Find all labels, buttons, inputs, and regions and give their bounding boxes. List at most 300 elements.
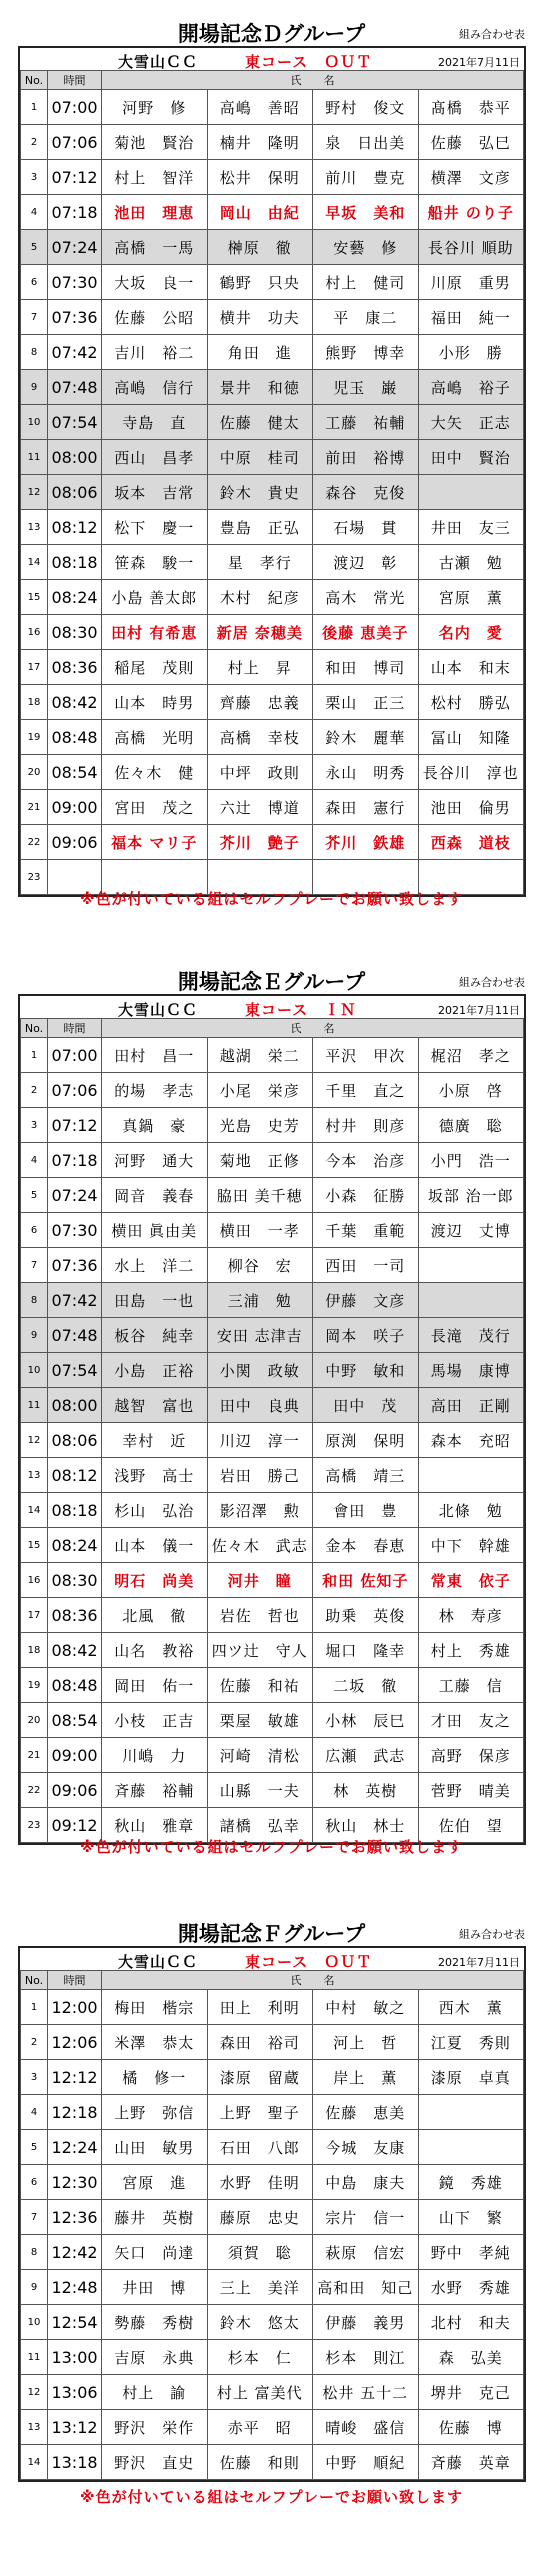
player-name: 岩佐 哲也 [207, 1598, 313, 1633]
player-name: 冨山 知隆 [418, 720, 524, 755]
player-name: 勢藤 秀樹 [102, 2305, 208, 2340]
row-number: 13 [21, 2410, 48, 2445]
player-name: 小枝 正吉 [102, 1703, 208, 1738]
sheet-header [0, 948, 543, 994]
table-row [21, 125, 524, 160]
table-row [21, 160, 524, 195]
player-name: 安田 志津吉 [207, 1318, 313, 1353]
table-row [21, 615, 524, 650]
player-name: 村上 智洋 [102, 160, 208, 195]
player-name: 才田 友之 [418, 1703, 524, 1738]
table-row [21, 2235, 524, 2270]
player-name: 德廣 聡 [418, 1108, 524, 1143]
player-name: 梶沼 孝之 [418, 1038, 524, 1073]
player-name: 中野 敏和 [313, 1353, 419, 1388]
tee-time: 08:54 [48, 755, 102, 790]
table-row [21, 300, 524, 335]
player-name: 柳谷 宏 [207, 1248, 313, 1283]
player-name: 小門 浩一 [418, 1143, 524, 1178]
row-number: 16 [21, 1563, 48, 1598]
table-row [21, 1668, 524, 1703]
row-number: 14 [21, 1493, 48, 1528]
player-name: 佐藤 公昭 [102, 300, 208, 335]
event-date: 2021年7月11日 [438, 1956, 520, 1969]
player-name: 池田 理恵 [102, 195, 208, 230]
tee-time: 07:00 [48, 90, 102, 125]
tee-time: 07:30 [48, 1213, 102, 1248]
table-header-row [21, 1971, 524, 1990]
player-name: 平 康二 [313, 300, 419, 335]
player-name: 林 寿彦 [418, 1598, 524, 1633]
player-name: 佐伯 望 [418, 1808, 524, 1843]
player-name: 今本 治彦 [313, 1143, 419, 1178]
tee-time: 12:12 [48, 2060, 102, 2095]
tee-time: 08:12 [48, 1458, 102, 1493]
header-no: No. [21, 1971, 48, 1990]
table-row [21, 2445, 524, 2480]
tee-time: 07:18 [48, 1143, 102, 1178]
row-number: 23 [21, 1808, 48, 1843]
player-name: 早坂 美和 [313, 195, 419, 230]
table-row [21, 2410, 524, 2445]
player-name: 長谷川 淳也 [418, 755, 524, 790]
pairing-table [20, 1970, 524, 2480]
player-name: 河井 瞳 [207, 1563, 313, 1598]
tee-time: 07:12 [48, 1108, 102, 1143]
player-name: 佐々木 武志 [207, 1528, 313, 1563]
row-number: 6 [21, 265, 48, 300]
row-number: 12 [21, 1423, 48, 1458]
player-name: 横田 一孝 [207, 1213, 313, 1248]
player-name: 野中 孝純 [418, 2235, 524, 2270]
row-number: 8 [21, 2235, 48, 2270]
player-name: 宮原 薫 [418, 580, 524, 615]
player-name: 榊原 徹 [207, 230, 313, 265]
player-name: 村上 諭 [102, 2375, 208, 2410]
table-row [21, 1213, 524, 1248]
tee-time: 07:12 [48, 160, 102, 195]
player-name: 村上 昇 [207, 650, 313, 685]
row-number: 18 [21, 1633, 48, 1668]
player-name: 大矢 正志 [418, 405, 524, 440]
player-name: 山下 繁 [418, 2200, 524, 2235]
group-title: 開場記念Ｅグループ [0, 966, 543, 996]
tee-time: 08:54 [48, 1703, 102, 1738]
table-header-row [21, 71, 524, 90]
player-name: 木村 紀彦 [207, 580, 313, 615]
player-name: 松下 慶一 [102, 510, 208, 545]
player-name: 河野 通大 [102, 1143, 208, 1178]
player-name: 幸村 近 [102, 1423, 208, 1458]
header-time: 時間 [48, 1019, 102, 1038]
table-header-row [21, 1019, 524, 1038]
tee-time: 08:30 [48, 1563, 102, 1598]
player-name: 明石 尚美 [102, 1563, 208, 1598]
player-name: 河崎 清松 [207, 1738, 313, 1773]
player-name: 斉藤 英章 [418, 2445, 524, 2480]
row-number: 6 [21, 2165, 48, 2200]
player-name: 山本 時男 [102, 685, 208, 720]
player-name: 中下 幹雄 [418, 1528, 524, 1563]
tee-time: 08:42 [48, 1633, 102, 1668]
player-name: 森 弘美 [418, 2340, 524, 2375]
player-name: 藤井 英樹 [102, 2200, 208, 2235]
player-name: 古瀬 勉 [418, 545, 524, 580]
row-number: 4 [21, 1143, 48, 1178]
player-name: 伊藤 義男 [313, 2305, 419, 2340]
tee-time: 12:18 [48, 2095, 102, 2130]
group-title: 開場記念Ｄグループ [0, 18, 543, 48]
player-name: 的場 孝志 [102, 1073, 208, 1108]
pairing-sheet [18, 1946, 526, 2482]
player-name: 漆原 卓真 [418, 2060, 524, 2095]
table-row [21, 580, 524, 615]
event-date: 2021年7月11日 [438, 56, 520, 69]
header-time: 時間 [48, 71, 102, 90]
course-row [20, 996, 524, 1018]
player-name: 會田 豊 [313, 1493, 419, 1528]
player-name: 佐藤 恵美 [313, 2095, 419, 2130]
tee-time: 07:00 [48, 1038, 102, 1073]
player-name: 船井 のり子 [418, 195, 524, 230]
player-name: 髙橋 恭平 [418, 90, 524, 125]
player-name: 菊池 賢治 [102, 125, 208, 160]
player-name: 野沢 栄作 [102, 2410, 208, 2445]
player-name: 板谷 純幸 [102, 1318, 208, 1353]
player-name: 千里 直之 [313, 1073, 419, 1108]
row-number: 4 [21, 195, 48, 230]
player-name: 赤平 昭 [207, 2410, 313, 2445]
player-name: 光島 史芳 [207, 1108, 313, 1143]
course-row [20, 48, 524, 70]
player-name: 西木 薫 [418, 1990, 524, 2025]
self-play-note: ※色が付いている組はセルフプレーでお願い致します [80, 1838, 463, 1856]
player-name: 馬場 康博 [418, 1353, 524, 1388]
row-number: 11 [21, 2340, 48, 2375]
player-name: 高和田 知己 [313, 2270, 419, 2305]
player-name: 小形 勝 [418, 335, 524, 370]
tee-time: 07:06 [48, 125, 102, 160]
row-number: 9 [21, 1318, 48, 1353]
player-name: 高橋 幸枝 [207, 720, 313, 755]
player-name: 堺井 克己 [418, 2375, 524, 2410]
table-row [21, 825, 524, 860]
player-name: 菊地 正修 [207, 1143, 313, 1178]
player-name: 前川 豊克 [313, 160, 419, 195]
player-name: 中野 順紀 [313, 2445, 419, 2480]
player-name: 秋山 林士 [313, 1808, 419, 1843]
player-name [418, 1248, 524, 1283]
player-name: 佐々木 健 [102, 755, 208, 790]
player-name: 漆原 留蔵 [207, 2060, 313, 2095]
player-name: 山縣 一夫 [207, 1773, 313, 1808]
pairing-table [20, 70, 524, 895]
row-number: 22 [21, 1773, 48, 1808]
player-name: 山田 敏男 [102, 2130, 208, 2165]
table-row [21, 1598, 524, 1633]
row-number: 16 [21, 615, 48, 650]
player-name: 須賀 聡 [207, 2235, 313, 2270]
row-number: 15 [21, 580, 48, 615]
player-name: 越智 富也 [102, 1388, 208, 1423]
player-name: 長滝 茂行 [418, 1318, 524, 1353]
player-name: 梅田 楷宗 [102, 1990, 208, 2025]
player-name: 小尾 栄彦 [207, 1073, 313, 1108]
tee-time: 07:42 [48, 335, 102, 370]
row-number: 10 [21, 2305, 48, 2340]
pairing-sheet [18, 46, 526, 897]
club-name: 大雪山ＣＣ [118, 1001, 199, 1019]
player-name: 岡音 義春 [102, 1178, 208, 1213]
player-name: 児玉 巌 [313, 370, 419, 405]
player-name: 小原 啓 [418, 1073, 524, 1108]
player-name: 助乗 英俊 [313, 1598, 419, 1633]
table-row [21, 1703, 524, 1738]
group-f-section [0, 1900, 543, 2506]
player-name: 小森 征勝 [313, 1178, 419, 1213]
header-time: 時間 [48, 1971, 102, 1990]
header-name: 氏 名 [102, 1971, 524, 1990]
player-name: 佐藤 博 [418, 2410, 524, 2445]
player-name: 脇田 美千穂 [207, 1178, 313, 1213]
player-name: 真鍋 豪 [102, 1108, 208, 1143]
player-name: 西田 一司 [313, 1248, 419, 1283]
player-name: 小林 辰巳 [313, 1703, 419, 1738]
row-number: 2 [21, 1073, 48, 1108]
table-row [21, 2095, 524, 2130]
tee-time: 12:06 [48, 2025, 102, 2060]
row-number: 11 [21, 440, 48, 475]
player-name: 長谷川 順助 [418, 230, 524, 265]
player-name: 鏡 秀雄 [418, 2165, 524, 2200]
player-name: 岡山 由紀 [207, 195, 313, 230]
tee-time: 13:12 [48, 2410, 102, 2445]
player-name: 宗片 信一 [313, 2200, 419, 2235]
player-name: 高野 保彦 [418, 1738, 524, 1773]
row-number: 6 [21, 1213, 48, 1248]
player-name: 杉山 弘治 [102, 1493, 208, 1528]
player-name: 村上 健司 [313, 265, 419, 300]
player-name: 坂本 吉常 [102, 475, 208, 510]
table-row [21, 1318, 524, 1353]
player-name: 安藝 修 [313, 230, 419, 265]
player-name: 坂部 治一郎 [418, 1178, 524, 1213]
header-no: No. [21, 1019, 48, 1038]
player-name: 高橋 光明 [102, 720, 208, 755]
player-name: 永山 明秀 [313, 755, 419, 790]
tee-time: 12:48 [48, 2270, 102, 2305]
player-name: 田中 良典 [207, 1388, 313, 1423]
tee-time: 07:48 [48, 1318, 102, 1353]
row-number: 21 [21, 790, 48, 825]
table-row [21, 510, 524, 545]
player-name [418, 1283, 524, 1318]
table-row [21, 1283, 524, 1318]
player-name: 野村 俊文 [313, 90, 419, 125]
row-number: 15 [21, 1528, 48, 1563]
player-name: 三上 美洋 [207, 2270, 313, 2305]
player-name: 高嶋 信行 [102, 370, 208, 405]
course-name: 東コース ＯＵＴ [245, 1953, 373, 1971]
player-name: 宮原 進 [102, 2165, 208, 2200]
player-name: 水野 佳明 [207, 2165, 313, 2200]
player-name: 二坂 徹 [313, 1668, 419, 1703]
row-number: 12 [21, 2375, 48, 2410]
row-number: 3 [21, 1108, 48, 1143]
player-name [418, 475, 524, 510]
player-name: 小関 政敏 [207, 1353, 313, 1388]
table-row [21, 545, 524, 580]
player-name: 和田 佐知子 [313, 1563, 419, 1598]
table-row [21, 230, 524, 265]
table-row [21, 2375, 524, 2410]
player-name: 橘 修一 [102, 2060, 208, 2095]
player-name: 松村 勝弘 [418, 685, 524, 720]
player-name: 星 孝行 [207, 545, 313, 580]
player-name: 工藤 信 [418, 1668, 524, 1703]
player-name: 田上 利明 [207, 1990, 313, 2025]
group-title: 開場記念Ｆグループ [0, 1918, 543, 1948]
player-name: 伊藤 文彦 [313, 1283, 419, 1318]
table-row [21, 2025, 524, 2060]
row-number: 10 [21, 405, 48, 440]
event-date: 2021年7月11日 [438, 1004, 520, 1017]
player-name: 上野 聖子 [207, 2095, 313, 2130]
player-name: 水野 秀雄 [418, 2270, 524, 2305]
player-name: 森田 裕司 [207, 2025, 313, 2060]
table-row [21, 1458, 524, 1493]
player-name: 原渕 保明 [313, 1423, 419, 1458]
tee-time: 08:48 [48, 1668, 102, 1703]
player-name: 林 英樹 [313, 1773, 419, 1808]
tee-time: 07:54 [48, 405, 102, 440]
player-name: 森谷 克俊 [313, 475, 419, 510]
player-name: 大坂 良一 [102, 265, 208, 300]
player-name: 鈴木 悠太 [207, 2305, 313, 2340]
player-name: 高橋 靖三 [313, 1458, 419, 1493]
player-name: 吉原 永典 [102, 2340, 208, 2375]
player-name: 斉藤 裕輔 [102, 1773, 208, 1808]
player-name: 山名 教裕 [102, 1633, 208, 1668]
player-name: 宮田 茂之 [102, 790, 208, 825]
header-no: No. [21, 71, 48, 90]
row-number: 10 [21, 1353, 48, 1388]
row-number: 9 [21, 370, 48, 405]
table-row [21, 1178, 524, 1213]
row-number: 7 [21, 300, 48, 335]
pairing-table [20, 1018, 524, 1843]
player-name: 石場 貫 [313, 510, 419, 545]
player-name: 角田 進 [207, 335, 313, 370]
table-row [21, 2130, 524, 2165]
table-row [21, 370, 524, 405]
tee-time: 08:18 [48, 545, 102, 580]
row-number: 7 [21, 1248, 48, 1283]
row-number: 2 [21, 125, 48, 160]
player-name: 広瀬 武志 [313, 1738, 419, 1773]
player-name: 高橋 一馬 [102, 230, 208, 265]
player-name: 佐藤 健太 [207, 405, 313, 440]
player-name: 影沼澤 勲 [207, 1493, 313, 1528]
table-row [21, 1353, 524, 1388]
player-name: 佐藤 弘巳 [418, 125, 524, 160]
row-number: 2 [21, 2025, 48, 2060]
tee-time: 08:30 [48, 615, 102, 650]
course-name: 東コース ＯＵＴ [245, 53, 373, 71]
player-name: 中坪 政則 [207, 755, 313, 790]
player-name: 杉本 仁 [207, 2340, 313, 2375]
tee-time: 07:42 [48, 1283, 102, 1318]
player-name: 鶴野 只央 [207, 265, 313, 300]
table-row [21, 2060, 524, 2095]
player-name: 中原 桂司 [207, 440, 313, 475]
player-name: 千葉 重範 [313, 1213, 419, 1248]
row-number: 20 [21, 755, 48, 790]
table-row [21, 1143, 524, 1178]
player-name: 川原 重男 [418, 265, 524, 300]
tee-time: 07:36 [48, 1248, 102, 1283]
table-row [21, 405, 524, 440]
table-row [21, 1990, 524, 2025]
header-name: 氏 名 [102, 1019, 524, 1038]
tee-time: 08:12 [48, 510, 102, 545]
player-name: 池田 倫男 [418, 790, 524, 825]
row-number: 4 [21, 2095, 48, 2130]
player-name: 岩田 勝己 [207, 1458, 313, 1493]
table-row [21, 685, 524, 720]
player-name: 前田 裕博 [313, 440, 419, 475]
player-name: 中村 敏之 [313, 1990, 419, 2025]
tee-time: 08:00 [48, 1388, 102, 1423]
player-name: 野沢 直史 [102, 2445, 208, 2480]
player-name: 横澤 文彦 [418, 160, 524, 195]
tee-time: 08:00 [48, 440, 102, 475]
row-number: 11 [21, 1388, 48, 1423]
pairing-sheet [18, 994, 526, 1845]
row-number: 7 [21, 2200, 48, 2235]
player-name: 森本 充昭 [418, 1423, 524, 1458]
group-e-section [0, 948, 543, 1856]
player-name: 川辺 淳一 [207, 1423, 313, 1458]
player-name: 田中 茂 [313, 1388, 419, 1423]
player-name: 小島 正裕 [102, 1353, 208, 1388]
table-row [21, 335, 524, 370]
player-name: 齊藤 忠義 [207, 685, 313, 720]
tee-time: 09:06 [48, 1773, 102, 1808]
player-name: 堀口 隆幸 [313, 1633, 419, 1668]
player-name: 西森 道枝 [418, 825, 524, 860]
tee-time: 08:24 [48, 580, 102, 615]
player-name: 常東 依子 [418, 1563, 524, 1598]
player-name: 福田 純一 [418, 300, 524, 335]
player-name: 山本 和末 [418, 650, 524, 685]
player-name: 泉 日出美 [313, 125, 419, 160]
player-name: 田島 一也 [102, 1283, 208, 1318]
player-name: 岡田 佑一 [102, 1668, 208, 1703]
course-name: 東コース ＩＮ [245, 1001, 357, 1019]
table-row [21, 1038, 524, 1073]
sheet-tag: 組み合わせ表 [459, 976, 525, 989]
tee-time: 12:30 [48, 2165, 102, 2200]
course-row [20, 1948, 524, 1970]
player-name: 四ツ辻 守人 [207, 1633, 313, 1668]
player-name: 寺島 直 [102, 405, 208, 440]
player-name: 北風 徹 [102, 1598, 208, 1633]
player-name: 後藤 恵美子 [313, 615, 419, 650]
row-number: 12 [21, 475, 48, 510]
player-name: 西山 昌孝 [102, 440, 208, 475]
row-number: 19 [21, 720, 48, 755]
